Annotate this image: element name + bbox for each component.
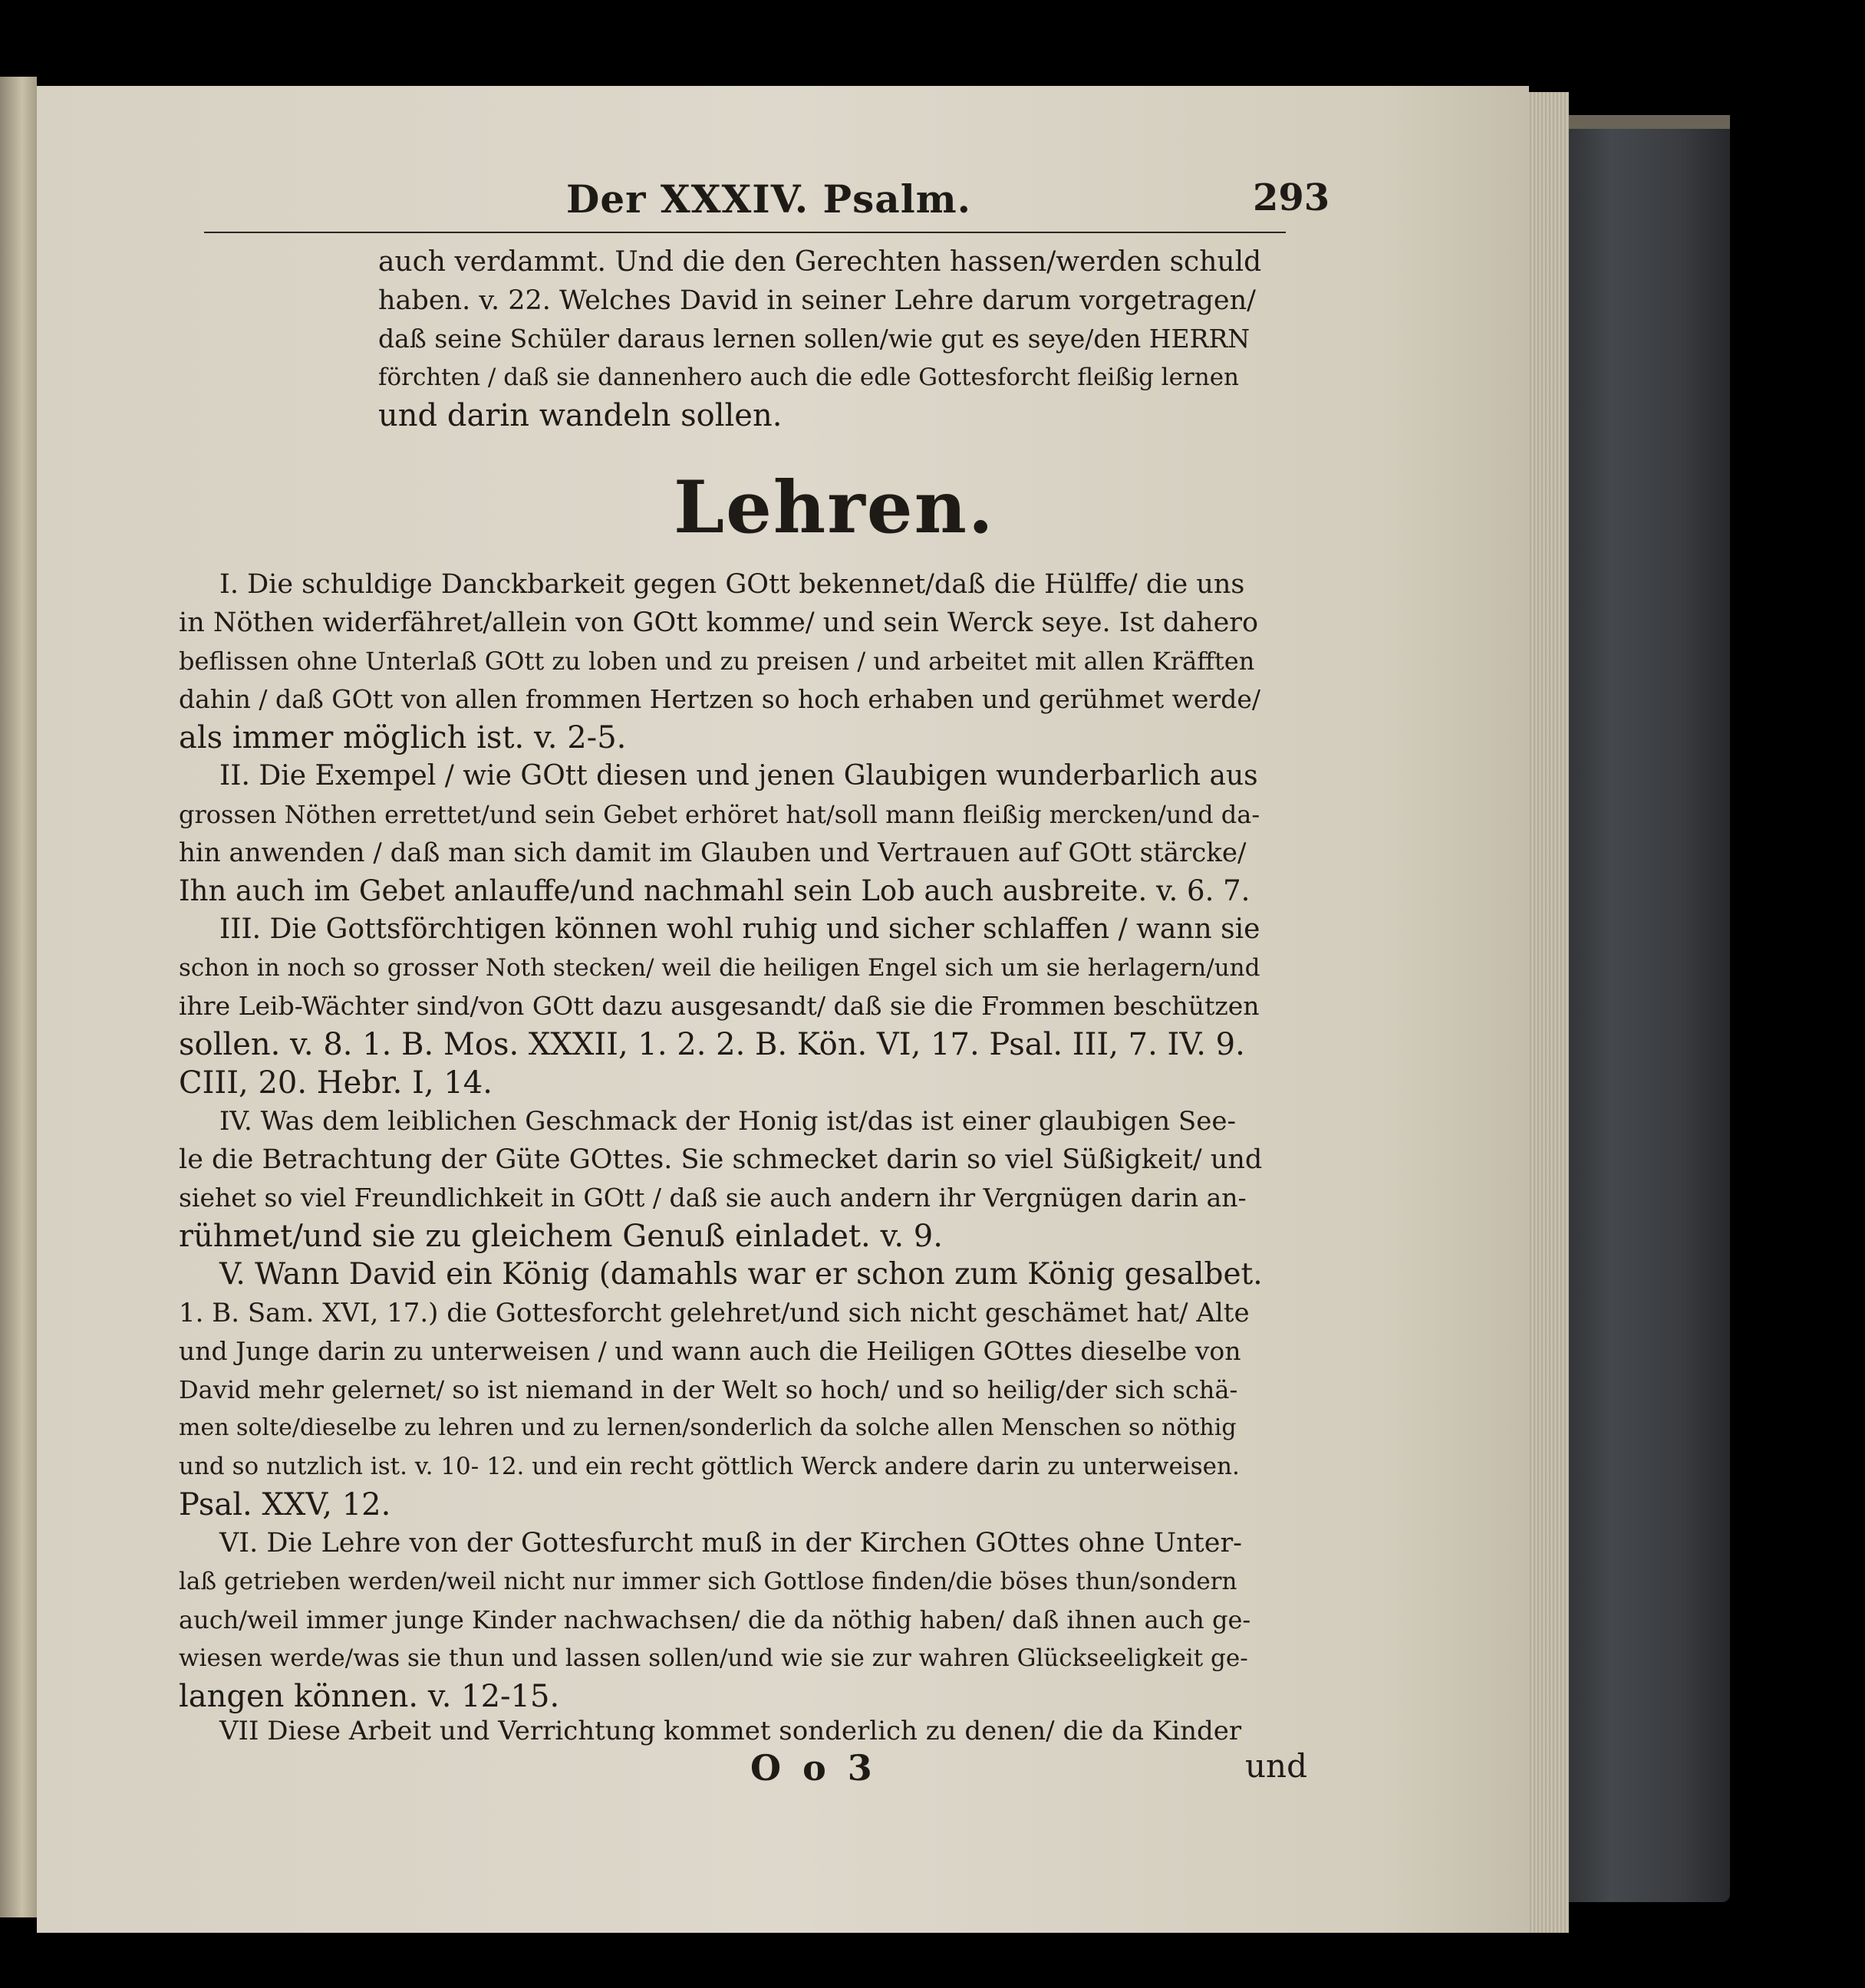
body-line: wiesen werde/was sie thun und lassen sollen/und wie sie zur wahren Glückseeligkeit ge- [179,1644,1248,1672]
signature-mark: O o 3 [750,1747,877,1789]
body-line: VI. Die Lehre von der Gottesfurcht muß in der Kirchen GOttes ohne Unter- [219,1528,1243,1558]
running-title: Der XXXIV. Psalm. [566,176,972,222]
body-line: und Junge darin zu unterweisen / und wann auch die Heiligen GOttes dieselbe von [179,1336,1241,1366]
body-line: III. Die Gottsförchtigen können wohl ruhig und sicher schlaffen / wann sie [219,913,1260,945]
intro-line: und darin wandeln sollen. [378,398,783,433]
intro-line: auch verdammt. Und die den Gerechten hassen/werden schuld [378,246,1262,278]
body-line: als immer möglich ist. v. 2-5. [179,720,627,755]
header-rule [204,232,1286,233]
body-line: Ihn auch im Gebet anlauffe/und nachmahl sein Lob auch ausbreite. v. 6. 7. [179,874,1250,907]
body-line: grossen Nöthen errettet/und sein Gebet erhöret hat/soll mann fleißig mercken/und da- [179,800,1260,829]
page-number: 293 [1253,176,1330,219]
body-line: schon in noch so grosser Noth stecken/ weil die heiligen Engel sich um sie herlagern/und [179,954,1260,982]
intro-line: förchten / daß sie dannenhero auch die edle Gottesforcht fleißig lernen [378,364,1240,391]
body-line: V. Wann David ein König (damahls war er schon zum König gesalbet. [219,1257,1263,1292]
body-line: le die Betrachtung der Güte GOttes. Sie schmecket darin so viel Süßigkeit/ und [179,1144,1263,1175]
body-line: CIII, 20. Hebr. I, 14. [179,1065,493,1101]
section-heading: Lehren. [674,466,995,550]
page-text-area [37,86,1529,1933]
body-line: I. Die schuldige Danckbarkeit gegen GOtt bekennet/daß die Hülffe/ die uns [219,569,1245,600]
body-line: VII Diese Arbeit und Verrichtung kommet sonderlich zu denen/ die da Kinder [219,1716,1242,1746]
book-page [37,86,1529,1933]
body-line: 1. B. Sam. XVI, 17.) die Gottesforcht gelehret/und sich nicht geschämet hat/ Alte [179,1298,1250,1328]
body-line: IV. Was dem leiblichen Geschmack der Honig ist/das ist einer glaubigen See- [219,1106,1236,1137]
body-line: hin anwenden / daß man sich damit im Glauben und Vertrauen auf GOtt stärcke/ [179,838,1247,868]
body-line: in Nöthen widerfähret/allein von GOtt komme/ und sein Werck seye. Ist dahero [179,607,1259,638]
body-line: auch/weil immer junge Kinder nachwachsen/ die da nöthig haben/ daß ihnen auch ge- [179,1605,1251,1634]
body-line: ihre Leib-Wächter sind/von GOtt dazu ausgesandt/ daß sie die Frommen beschützen [179,991,1260,1021]
cover-top-edge [1565,115,1730,129]
previous-page-edge [0,77,37,1917]
body-line: II. Die Exempel / wie GOtt diesen und jenen Glaubigen wunderbarlich aus [219,760,1258,792]
body-line: men solte/dieselbe zu lehren und zu lernen/sonderlich da solche allen Menschen so nöthig [179,1414,1237,1441]
intro-line: haben. v. 22. Welches David in seiner Lehre darum vorgetragen/ [378,285,1256,316]
book-cover-edge [1561,115,1730,1902]
catchword: und [1245,1747,1307,1785]
body-line: David mehr gelernet/ so ist niemand in der Welt so hoch/ und so heilig/der sich schä- [179,1375,1238,1404]
body-line: sollen. v. 8. 1. B. Mos. XXXII, 1. 2. 2. B. Kön. VI, 17. Psal. III, 7. IV. 9. [179,1027,1245,1062]
intro-line: daß seine Schüler daraus lernen sollen/wie gut es seye/den HERRN [378,324,1250,354]
body-line: laß getrieben werden/weil nicht nur immer sich Gottlose finden/die böses thun/sondern [179,1568,1237,1595]
body-line: beflissen ohne Unterlaß GOtt zu loben und zu preisen / und arbeitet mit allen Kräfften [179,647,1255,676]
body-line: dahin / daß GOtt von allen frommen Hertzen so hoch erhaben und gerühmet werde/ [179,684,1260,714]
body-line: siehet so viel Freundlichkeit in GOtt / daß sie auch andern ihr Vergnügen darin an- [179,1183,1247,1213]
body-line: rühmet/und sie zu gleichem Genuß einladet. v. 9. [179,1219,943,1254]
body-line: Psal. XXV, 12. [179,1487,391,1522]
body-line: und so nutzlich ist. v. 10- 12. und ein recht göttlich Werck andere darin zu unterweisen. [179,1453,1240,1480]
body-line: langen können. v. 12-15. [179,1679,560,1714]
